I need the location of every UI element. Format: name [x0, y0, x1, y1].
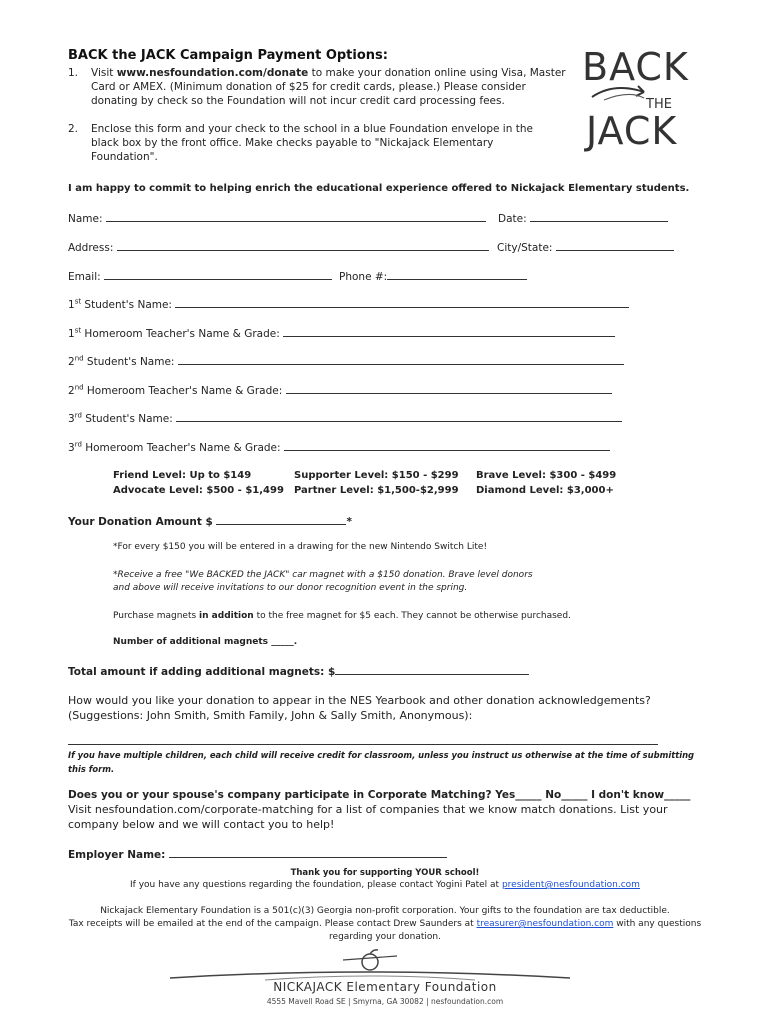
multiple-children-note-line1: If you have multiple children, each child will receive credit for classroom, unless you instruct us otherwise at the time of submitting — [68, 750, 695, 760]
student-3-field[interactable] — [176, 410, 622, 422]
level-supporter: Supporter Level: $150 - $299 — [294, 470, 459, 481]
student-2-field[interactable] — [178, 353, 624, 365]
total-row — [68, 663, 529, 680]
student-2-sup: nd — [74, 354, 84, 363]
email-row — [68, 268, 332, 285]
level-partner: Partner Level: $1,500-$2,999 — [294, 485, 459, 496]
address-label: Address: — [68, 242, 114, 254]
option-1-line2: Card or AMEX. (Minimum donation of $25 for credit cards, please.) Please consider — [91, 81, 526, 93]
teacher-3-ordinal: 3 — [68, 442, 75, 454]
yearbook-name-field[interactable] — [68, 744, 658, 745]
teacher-1-ordinal: 1 — [68, 328, 75, 340]
logo-jack-text: JACK — [586, 109, 678, 152]
level-advocate: Advocate Level: $500 - $1,499 — [113, 485, 284, 496]
nonprofit-line: Nickajack Elementary Foundation is a 501(c)(3) Georgia non-profit corporation. Your gifts to the foundation are tax deductible. — [100, 906, 670, 916]
student-1-label: Student's Name: — [81, 299, 172, 311]
option-1-number: 1. — [68, 67, 79, 79]
student-3-ordinal: 3 — [68, 413, 75, 425]
teacher-2-label: Homeroom Teacher's Name & Grade: — [83, 385, 283, 397]
phone-label: Phone #: — [339, 271, 388, 283]
student-2-label: Student's Name: — [83, 356, 175, 368]
foundation-logo-graphic — [165, 948, 575, 984]
student-3-label: Student's Name: — [81, 413, 173, 425]
thank-you-text: Thank you for supporting YOUR school! — [290, 868, 480, 878]
magnet-note-line1: *Receive a free "We BACKED the JACK" car magnet with a $150 donation. Brave level donors — [113, 570, 533, 580]
teacher-3-field[interactable] — [284, 439, 610, 451]
total-amount-label: Total amount if adding additional magnets: $ — [68, 666, 336, 678]
email-label: Email: — [68, 271, 101, 283]
purchase-magnets-note — [113, 610, 571, 623]
level-brave: Brave Level: $300 - $499 — [476, 470, 617, 481]
student-2-ordinal: 2 — [68, 356, 75, 368]
tax-receipt-line2: regarding your donation. — [329, 932, 441, 942]
page-title: BACK the JACK Campaign Payment Options: — [68, 48, 388, 63]
student-2-row — [68, 353, 624, 370]
city-state-field[interactable] — [556, 239, 674, 251]
magnet-note-line2: and above will receive invitations to our donor recognition event in the spring. — [113, 583, 468, 593]
purchase-bold: in addition — [199, 611, 254, 621]
logo-the-text: THE — [646, 97, 672, 112]
purchase-pre: Purchase magnets — [113, 611, 200, 621]
total-amount-field[interactable] — [335, 663, 529, 675]
option-2-line3: Foundation". — [91, 151, 158, 163]
date-label: Date: — [498, 213, 527, 225]
teacher-1-row — [68, 325, 615, 342]
address-row — [68, 239, 489, 256]
student-1-ordinal: 1 — [68, 299, 75, 311]
donation-row — [68, 513, 352, 530]
employer-label: Employer Name: — [68, 849, 166, 861]
option-1-line1 — [91, 66, 566, 81]
yearbook-suggestions: (Suggestions: John Smith, Smith Family, John & Sally Smith, Anonymous): — [68, 709, 473, 722]
teacher-3-label: Homeroom Teacher's Name & Grade: — [81, 442, 281, 454]
student-1-sup: st — [74, 297, 82, 306]
tax-pre: Tax receipts will be emailed at the end of the campaign. Please contact Drew Saunders at — [68, 919, 477, 929]
teacher-2-ordinal: 2 — [68, 385, 75, 397]
level-friend: Friend Level: Up to $149 — [113, 470, 252, 481]
tax-post: with any questions — [613, 919, 702, 929]
teacher-3-sup: rd — [74, 440, 82, 449]
date-field[interactable] — [530, 210, 668, 222]
teacher-1-sup: st — [74, 326, 82, 335]
teacher-1-field[interactable] — [283, 325, 615, 337]
name-row — [68, 210, 486, 227]
option-1-pre: Visit — [91, 67, 117, 79]
foundation-address: 4555 Mavell Road SE | Smyrna, GA 30082 | nesfoundation.com — [266, 997, 504, 1006]
name-label: Name: — [68, 213, 103, 225]
donation-amount-label: Your Donation Amount $ — [68, 516, 213, 528]
tax-receipt-line — [0, 918, 770, 931]
option-2-line1: Enclose this form and your check to the school in a blue Foundation envelope in the — [91, 123, 533, 135]
email-field[interactable] — [104, 268, 332, 280]
teacher-3-row — [68, 439, 610, 456]
foundation-name: NICKAJACK Elementary Foundation — [273, 980, 497, 994]
back-the-jack-logo — [574, 42, 714, 152]
additional-magnets-label: Number of additional magnets — [113, 637, 269, 647]
option-1-post: to make your donation online using Visa, Master — [308, 67, 566, 79]
option-2-line2: black box by the front office. Make checks payable to "Nickajack Elementary — [91, 137, 494, 149]
city-state-label: City/State: — [497, 242, 553, 254]
contact-line — [0, 879, 770, 892]
option-1-line3: donating by check so the Foundation will not incur credit card processing fees. — [91, 95, 505, 107]
teacher-1-label: Homeroom Teacher's Name & Grade: — [81, 328, 280, 340]
corporate-matching-line2: company below and we will contact you to help! — [68, 818, 335, 831]
teacher-2-row — [68, 382, 612, 399]
logo-back-text: BACK — [582, 45, 689, 89]
treasurer-email-link[interactable]: treasurer@nesfoundation.com — [476, 919, 614, 929]
employer-row — [68, 846, 447, 863]
phone-row — [339, 268, 527, 285]
employer-field[interactable] — [169, 846, 447, 858]
student-1-row — [68, 296, 629, 313]
donation-amount-field[interactable] — [216, 513, 346, 525]
additional-magnets-row — [113, 636, 297, 649]
logo-graphic — [574, 42, 714, 152]
additional-magnets-field[interactable]: _____. — [271, 637, 298, 647]
president-email-link[interactable]: president@nesfoundation.com — [501, 880, 640, 890]
corporate-matching-question: Does you or your spouse's company participate in Corporate Matching? Yes_____ No_____ I don't know_____ — [68, 789, 691, 801]
teacher-2-sup: nd — [74, 383, 84, 392]
date-row — [498, 210, 668, 227]
purchase-post: to the free magnet for $5 each. They cannot be otherwise purchased. — [253, 611, 571, 621]
student-3-sup: rd — [74, 411, 82, 420]
option-2-number: 2. — [68, 123, 79, 135]
city-state-row — [497, 239, 674, 256]
yearbook-question: How would you like your donation to appear in the NES Yearbook and other donation acknowledgements? — [68, 694, 651, 707]
address-field[interactable] — [117, 239, 489, 251]
phone-field[interactable] — [387, 268, 527, 280]
commit-statement: I am happy to commit to helping enrich the educational experience offered to Nickajack Elementary students. — [68, 183, 690, 194]
level-diamond: Diamond Level: $3,000+ — [476, 485, 614, 496]
nintendo-note: *For every $150 you will be entered in a drawing for the new Nintendo Switch Lite! — [113, 542, 488, 552]
student-3-row — [68, 410, 622, 427]
apple-swoosh-icon — [165, 948, 575, 984]
contact-pre: If you have any questions regarding the foundation, please contact Yogini Patel at — [130, 880, 502, 890]
donation-asterisk: * — [346, 516, 352, 528]
donate-url-text: www.nesfoundation.com/donate — [116, 67, 309, 79]
teacher-2-field[interactable] — [286, 382, 612, 394]
name-field[interactable] — [106, 210, 486, 222]
corporate-matching-line1: Visit nesfoundation.com/corporate-matching for a list of companies that we know match donations. List your — [68, 803, 668, 816]
student-1-field[interactable] — [175, 296, 629, 308]
multiple-children-note-line2: this form. — [68, 764, 115, 774]
